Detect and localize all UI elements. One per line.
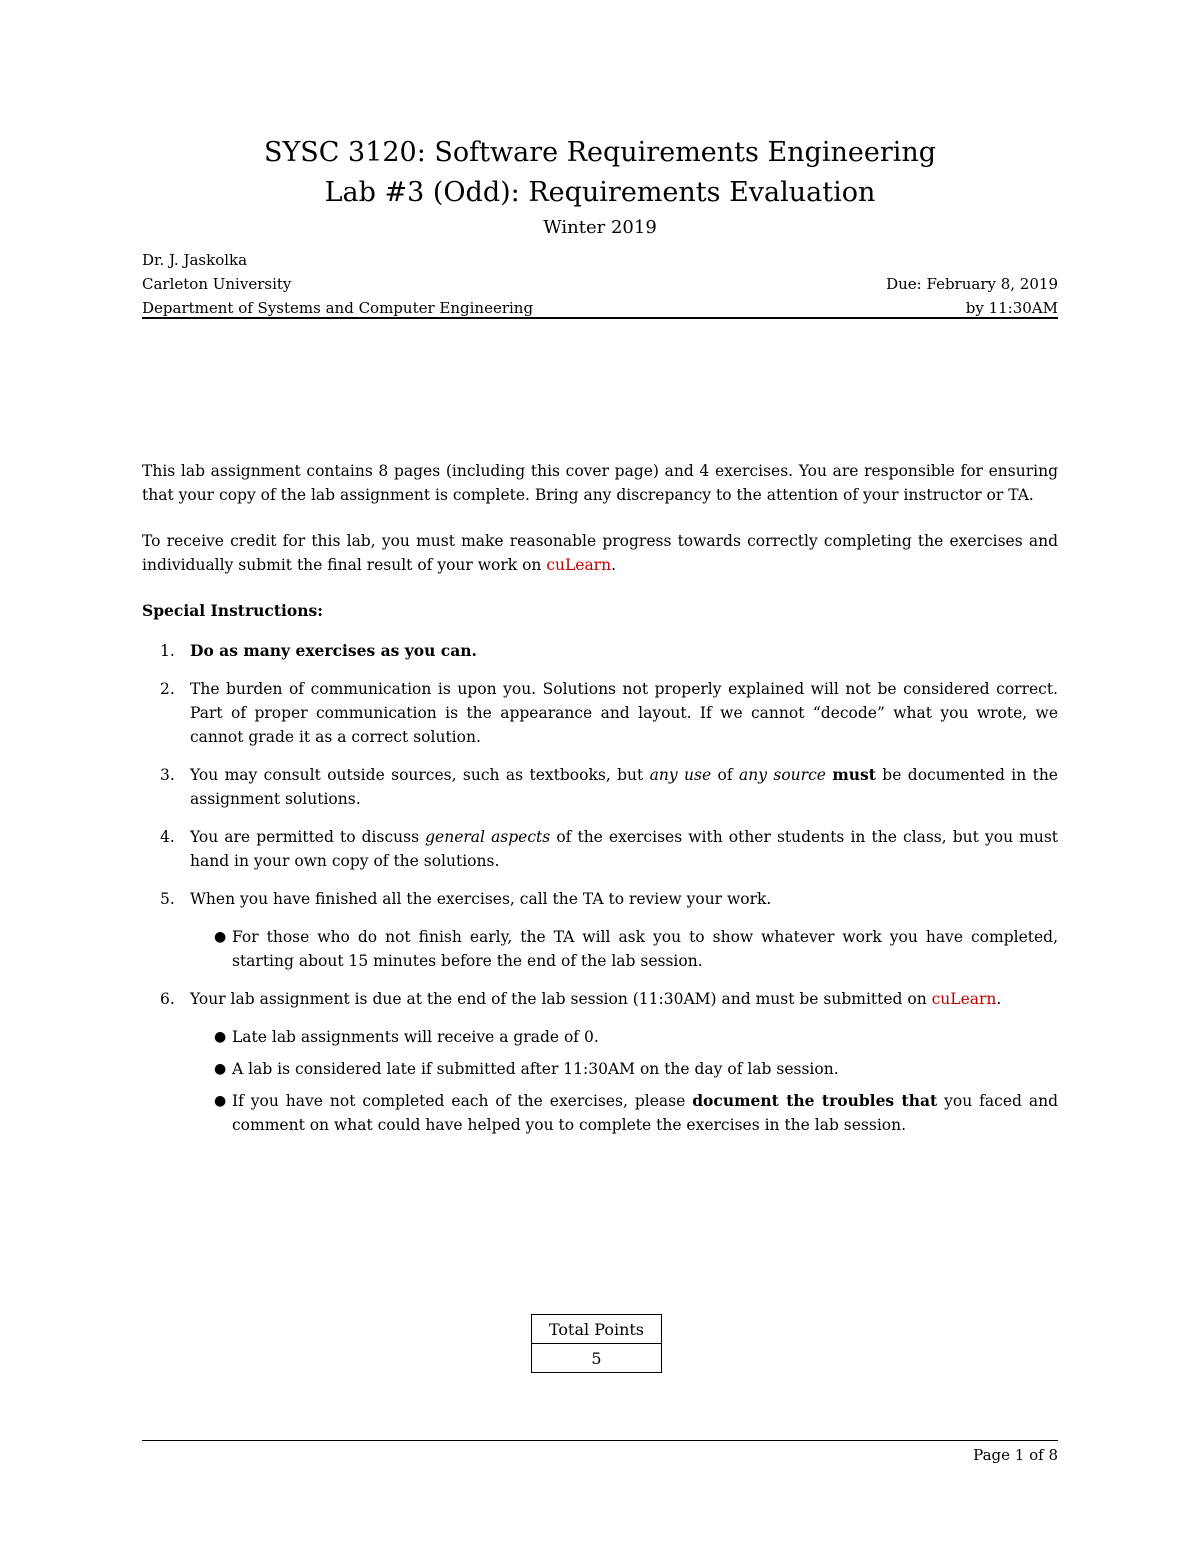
footer-divider [142, 1440, 1058, 1441]
lab-title: Lab #3 (Odd): Requirements Evaluation [324, 177, 876, 208]
list-item [142, 825, 1058, 873]
item-text: Do as many exercises as you can. [190, 641, 477, 660]
list-item [142, 987, 1058, 1137]
item-text: The burden of communication is upon you. Solutions not properly explained will not be considered correct. Part of proper communication is the appearance and layout. If we cannot “decode” what you wrote, we cannot grade it as a correct solution. [190, 680, 1058, 746]
due-time: by 11:30AM [965, 299, 1058, 317]
item-number: 6. [160, 990, 175, 1008]
list-item [142, 763, 1058, 811]
item-text: When you have finished all the exercises, call the TA to review your work. [190, 890, 772, 908]
term: Winter 2019 [543, 217, 657, 238]
sub-list [190, 1025, 1058, 1137]
bullet-icon: ● [214, 929, 227, 945]
meta-row-instructor [142, 248, 1058, 272]
meta-block [142, 248, 1058, 320]
university-name: Carleton University [142, 275, 292, 293]
intro-paragraph-1: This lab assignment contains 8 pages (including this cover page) and 4 exercises. You are responsible for ensuring that your copy of the lab assignment is complete. Bring any discrepancy to the attention of your instructor or TA. [142, 462, 1058, 504]
page-number: Page 1 of 8 [973, 1446, 1058, 1464]
total-points-header: Total Points [532, 1315, 662, 1344]
item-number: 1. [160, 642, 175, 660]
header-divider [142, 317, 1058, 319]
intro-paragraph-2: To receive credit for this lab, you must make reasonable progress towards correctly completing the exercises and individually submit the final result of your work on cuLearn. [142, 532, 1058, 574]
sub-list-item: ● A lab is considered late if submitted after 11:30AM on the day of lab session. [190, 1057, 1058, 1081]
sub-list-item: ● Late lab assignments will receive a grade of 0. [190, 1025, 1058, 1049]
due-date: Due: February 8, 2019 [886, 275, 1058, 293]
culearn-link[interactable]: cuLearn [546, 556, 612, 574]
item-text: You are permitted to discuss general aspects of the exercises with other students in the class, but you must hand in your own copy of the solutions. [190, 828, 1058, 870]
meta-row-university [142, 272, 1058, 296]
item-number: 4. [160, 828, 175, 846]
bullet-icon: ● [214, 1093, 227, 1109]
list-item [142, 677, 1058, 749]
bullet-icon: ● [214, 1029, 227, 1045]
sub-list-item: ● For those who do not finish early, the TA will ask you to show whatever work you have completed, starting about 15 minutes before the end of the lab session. [190, 925, 1058, 973]
item-number: 2. [160, 680, 175, 698]
culearn-link[interactable]: cuLearn [931, 990, 997, 1008]
item-number: 3. [160, 766, 175, 784]
instructor-name: Dr. J. Jaskolka [142, 251, 248, 269]
item-text: Your lab assignment is due at the end of the lab session (11:30AM) and must be submitted on cuLearn. [190, 990, 1002, 1008]
sub-list-item: ● If you have not completed each of the exercises, please document the troubles that you faced and comment on what could have helped you to complete the exercises in the lab session. [214, 1091, 1058, 1134]
bullet-icon: ● [214, 1061, 227, 1077]
total-points-value: 5 [532, 1344, 662, 1373]
total-points-table [531, 1314, 662, 1373]
title-block [142, 134, 1058, 240]
sub-list [190, 925, 1058, 973]
special-instructions-heading: Special Instructions: [142, 601, 323, 620]
course-title: SYSC 3120: Software Requirements Engineering [263, 137, 937, 168]
list-item [142, 887, 1058, 973]
instructions-list [142, 639, 1058, 1137]
item-number: 5. [160, 890, 175, 908]
list-item [142, 639, 1058, 663]
document-body [142, 459, 1058, 1151]
item-text: You may consult outside sources, such as textbooks, but any use of any source must be documented in the assignment solutions. [190, 765, 1058, 808]
department-name: Department of Systems and Computer Engineering [142, 299, 534, 317]
